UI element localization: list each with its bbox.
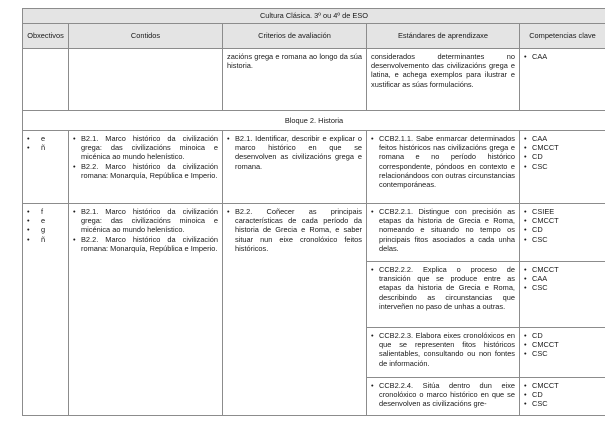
estandar-item: • CCB2.2.1. Distingue con precisión as etapas da historia de Grecia e Roma, nomeando e situando no tempo os principais fitos asociados a cada unha delas. xyxy=(371,207,515,253)
obxectivo-item: • ñ xyxy=(27,235,64,244)
contidos-list xyxy=(73,134,218,180)
cell-obxectivos-empty xyxy=(23,49,69,111)
cell-competencias xyxy=(520,262,606,328)
cell-estandar xyxy=(367,204,520,262)
estandar-list xyxy=(371,265,515,311)
criterio-list xyxy=(227,134,362,171)
competencia-item: • CAA xyxy=(524,52,601,61)
estandar-list xyxy=(371,381,515,409)
competencia-item: • CSIEE xyxy=(524,207,601,216)
estandar-item: • CCB2.2.4. Sitúa dentro dun eixe cronolóxico o marco histórico en que se desenvolven as civilizacións gre- xyxy=(371,381,515,409)
table-row-b2-1 xyxy=(23,131,606,204)
curriculum-document xyxy=(22,8,605,416)
criterio-list xyxy=(227,207,362,253)
competencias-list xyxy=(524,331,601,359)
estandar-list xyxy=(371,331,515,368)
competencia-item: • CAA xyxy=(524,274,601,283)
obxectivo-item: • e xyxy=(27,134,64,143)
estandar-item: • CCB2.1.1. Sabe enmarcar determinados feitos históricos nas civilizacións grega e romana e no período histórico correspondente, póndoos en contexto e relacionándoos con outras circunstancias contemporáneas. xyxy=(371,134,515,189)
block-title: Bloque 2. Historia xyxy=(23,111,606,131)
obxectivos-list xyxy=(27,134,64,152)
competencias-list xyxy=(524,265,601,293)
table-row-continuation xyxy=(23,49,606,111)
competencias-list xyxy=(524,52,601,61)
column-header-row xyxy=(23,24,606,49)
estandar-item: • CCB2.2.3. Elabora eixes cronolóxicos en que se representen fitos históricos salientables, consultando ou non fontes de información. xyxy=(371,331,515,368)
table-title: Cultura Clásica. 3º ou 4º de ESO xyxy=(23,9,606,24)
competencias-list xyxy=(524,207,601,244)
criterio-item: • B2.2. Coñecer as principais características de cada período da historia de Grecia e Roma, e saber situar nun eixe cronolóxico feitos históricos. xyxy=(227,207,362,253)
contidos-list xyxy=(73,207,218,253)
competencias-list xyxy=(524,134,601,171)
competencia-item: • CAA xyxy=(524,134,601,143)
cell-competencias xyxy=(520,378,606,416)
criterio-item: • B2.1. Identificar, describir e explicar o marco histórico en que se desenvolven as civilizacións grega e romana. xyxy=(227,134,362,171)
obxectivo-item: • e xyxy=(27,216,64,225)
cell-estandar xyxy=(367,262,520,328)
cell-competencias xyxy=(520,204,606,262)
competencia-item: • CSC xyxy=(524,283,601,292)
cell-obxectivos xyxy=(23,204,69,416)
competencia-item: • CD xyxy=(524,331,601,340)
competencia-item: • CMCCT xyxy=(524,381,601,390)
table-row-b2-2-1 xyxy=(23,204,606,262)
block-title-row xyxy=(23,111,606,131)
contido-item: • B2.2. Marco histórico da civilización romana: Monarquía, República e Imperio. xyxy=(73,235,218,253)
competencia-item: • CSC xyxy=(524,399,601,408)
cell-criterio-continuation: zacións grega e romana ao longo da súa historia. xyxy=(223,49,367,111)
estandar-list xyxy=(371,134,515,189)
header-obxectivos: Obxectivos xyxy=(23,24,69,49)
cell-estandar-continuation: considerados determinantes no desenvolvemento das civilizacións grega e latina, e achega exemplos para ilustrar e xustificar as súas formulacións. xyxy=(367,49,520,111)
competencia-item: • CSC xyxy=(524,162,601,171)
competencia-item: • CMCCT xyxy=(524,340,601,349)
estandar-list xyxy=(371,207,515,253)
obxectivo-item: • ñ xyxy=(27,143,64,152)
obxectivo-item: • g xyxy=(27,225,64,234)
cell-competencias xyxy=(520,328,606,378)
competencia-item: • CMCCT xyxy=(524,265,601,274)
cell-estandar xyxy=(367,328,520,378)
competencia-item: • CSC xyxy=(524,235,601,244)
curriculum-table xyxy=(22,8,605,416)
competencias-list xyxy=(524,381,601,409)
cell-criterio xyxy=(223,204,367,416)
cell-competencias xyxy=(520,131,606,204)
competencia-item: • CSC xyxy=(524,349,601,358)
competencia-item: • CMCCT xyxy=(524,143,601,152)
cell-estandar xyxy=(367,378,520,416)
table-title-row xyxy=(23,9,606,24)
cell-obxectivos xyxy=(23,131,69,204)
cell-estandar xyxy=(367,131,520,204)
obxectivo-item: • f xyxy=(27,207,64,216)
competencia-item: • CD xyxy=(524,225,601,234)
header-estandares: Estándares de aprendizaxe xyxy=(367,24,520,49)
contido-item: • B2.1. Marco histórico da civilización grega: das civilizacións minoica e micénica ao mundo helenístico. xyxy=(73,134,218,162)
header-competencias: Competencias clave xyxy=(520,24,606,49)
obxectivos-list xyxy=(27,207,64,244)
cell-contidos-empty xyxy=(69,49,223,111)
contido-item: • B2.2. Marco histórico da civilización romana: Monarquía, República e Imperio. xyxy=(73,162,218,180)
cell-contidos xyxy=(69,204,223,416)
competencia-item: • CMCCT xyxy=(524,216,601,225)
cell-criterio xyxy=(223,131,367,204)
cell-competencias-continuation xyxy=(520,49,606,111)
competencia-item: • CD xyxy=(524,152,601,161)
cell-contidos xyxy=(69,131,223,204)
header-criterios: Criterios de avaliación xyxy=(223,24,367,49)
header-contidos: Contidos xyxy=(69,24,223,49)
contido-item: • B2.1. Marco histórico da civilización grega: das civilizacións minoica e micénica ao mundo helenístico. xyxy=(73,207,218,235)
competencia-item: • CD xyxy=(524,390,601,399)
estandar-item: • CCB2.2.2. Explica o proceso de transición que se produce entre as etapas da historia de Grecia e Roma, describindo as circunstancias que interveñen no paso de unhas a outras. xyxy=(371,265,515,311)
